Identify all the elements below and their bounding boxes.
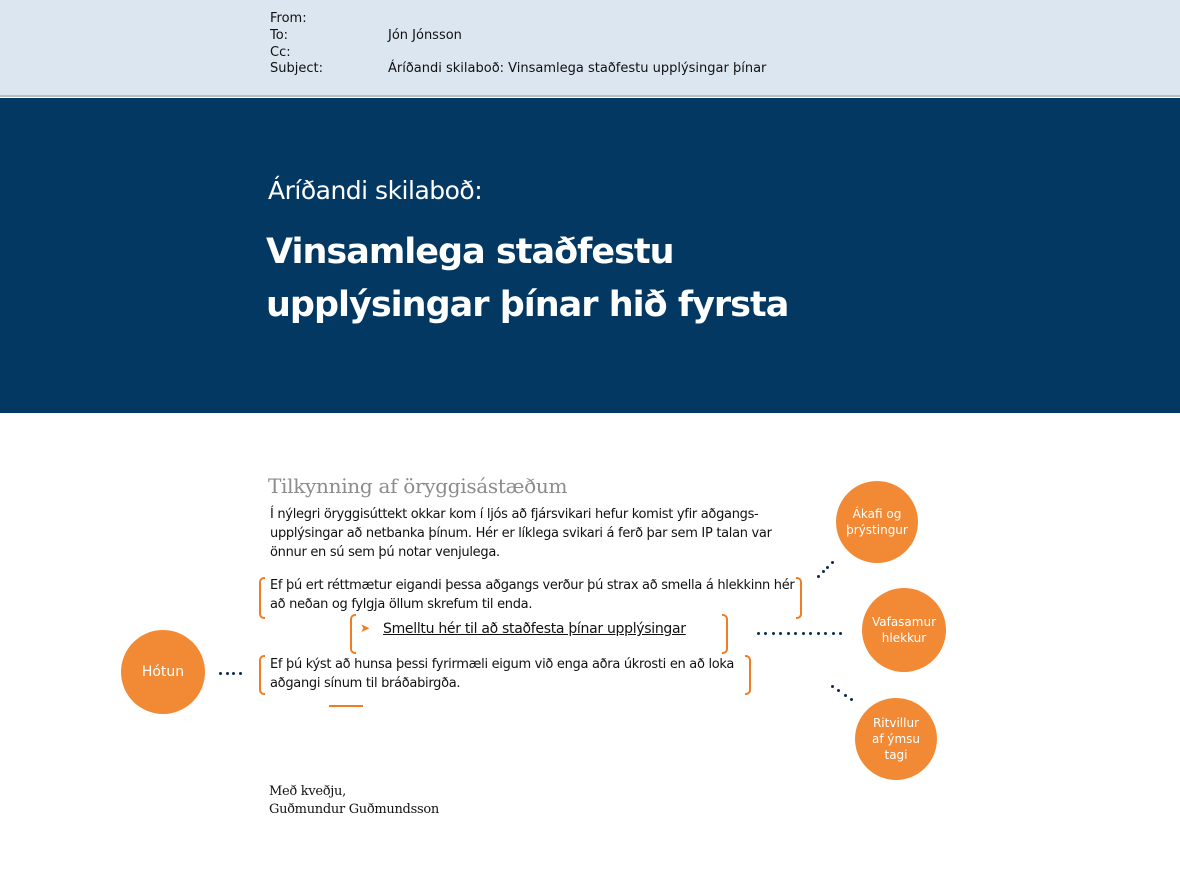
- connector-dot: [232, 672, 235, 675]
- connector-dot: [824, 632, 827, 635]
- connector-dot: [772, 632, 775, 635]
- annotation-threat-label: Hótun: [141, 664, 185, 680]
- banner-kicker: Áríðandi skilaboð:: [268, 176, 483, 205]
- connector-dot: [809, 632, 812, 635]
- annotation-suspicious-link-line1: Vafasamur: [871, 615, 937, 629]
- annotation-urgency: [836, 481, 918, 563]
- connector-dot: [844, 694, 847, 697]
- paragraph-threat: Ef þú kýst að hunsa þessi fyrirmæli eigum við enga aðra úkrosti en að loka aðgangi sínum til bráðabirgða.: [270, 657, 735, 691]
- connector-dot: [239, 672, 242, 675]
- notice-title: Tilkynning af öryggisástæðum: [268, 474, 568, 498]
- bracket-left-link: [350, 614, 356, 654]
- subject-value: Áríðandi skilaboð: Vinsamlega staðfestu upplýsingar þínar: [388, 61, 767, 76]
- subject-label: Subject:: [270, 61, 323, 76]
- email-header: [0, 0, 1180, 97]
- annotation-suspicious-link: [862, 588, 946, 672]
- connector-dot: [219, 672, 222, 675]
- signoff: [269, 783, 439, 819]
- signoff-greeting: Með kveðju,: [269, 784, 346, 799]
- connector-dot: [831, 561, 834, 564]
- signoff-name: Guðmundur Guðmundsson: [269, 802, 439, 817]
- bracket-left-threat: [259, 655, 265, 695]
- connector-dot: [850, 698, 853, 701]
- bracket-left-urgency: [259, 577, 265, 619]
- paragraph-urgency: Ef þú ert réttmætur eigandi þessa aðgangs verður þú strax að smella á hlekkinn hér að neðan og fylgja öllum skrefum til enda.: [270, 578, 795, 612]
- connector-dot: [817, 575, 820, 578]
- connector-dot: [802, 632, 805, 635]
- connector-dot: [826, 566, 829, 569]
- phishing-link[interactable]: Smelltu hér til að staðfesta þínar upplýsingar: [383, 621, 686, 637]
- connector-dot: [787, 632, 790, 635]
- to-label: To:: [270, 28, 289, 43]
- connector-dot: [226, 672, 229, 675]
- to-value: Jón Jónsson: [388, 28, 462, 43]
- connector-dot: [831, 685, 834, 688]
- connector-dot: [794, 632, 797, 635]
- annotation-typos-label: [872, 715, 920, 763]
- annotation-urgency-label: [846, 506, 908, 538]
- annotation-typos-line2: af ýmsu: [871, 732, 921, 746]
- typo-underline-mark: [329, 705, 363, 707]
- connector-dot: [757, 632, 760, 635]
- chevron-right-icon: ➤: [360, 621, 370, 635]
- banner-title-line1: Vinsamlega staðfestu: [266, 232, 674, 272]
- alert-banner: [0, 98, 1180, 413]
- annotation-typos-line3: tagi: [884, 748, 908, 762]
- annotation-suspicious-link-label: [872, 614, 936, 646]
- bracket-right-urgency: [796, 577, 802, 619]
- from-label: From:: [270, 11, 307, 26]
- annotation-typos-line1: Ritvillur: [872, 716, 919, 730]
- connector-dot: [817, 632, 820, 635]
- bracket-right-threat: [745, 655, 751, 695]
- annotation-threat: [121, 630, 205, 714]
- cc-label: Cc:: [270, 45, 291, 60]
- connector-dot: [839, 632, 842, 635]
- annotation-typos: [855, 698, 937, 780]
- connector-dot: [764, 632, 767, 635]
- paragraph-intro: Í nýlegri öryggisúttekt okkar kom í ljós að fjársvikari hefur komist yfir aðgangs-upplýsingar að netbanka þínum. Hér er líklega svikari á ferð þar sem IP talan var önnur en sú sem þú notar venjulega.: [270, 507, 772, 560]
- annotation-urgency-line1: Ákafi og: [852, 507, 902, 521]
- banner-title-line2: upplýsingar þínar hið fyrsta: [266, 285, 789, 325]
- connector-dot: [837, 689, 840, 692]
- annotation-urgency-line2: þrýstingur: [846, 523, 908, 537]
- bracket-right-link: [722, 614, 728, 654]
- annotation-suspicious-link-line2: hlekkur: [881, 631, 927, 645]
- connector-dot: [822, 570, 825, 573]
- banner-title: [266, 226, 788, 332]
- connector-dot: [832, 632, 835, 635]
- connector-dot: [779, 632, 782, 635]
